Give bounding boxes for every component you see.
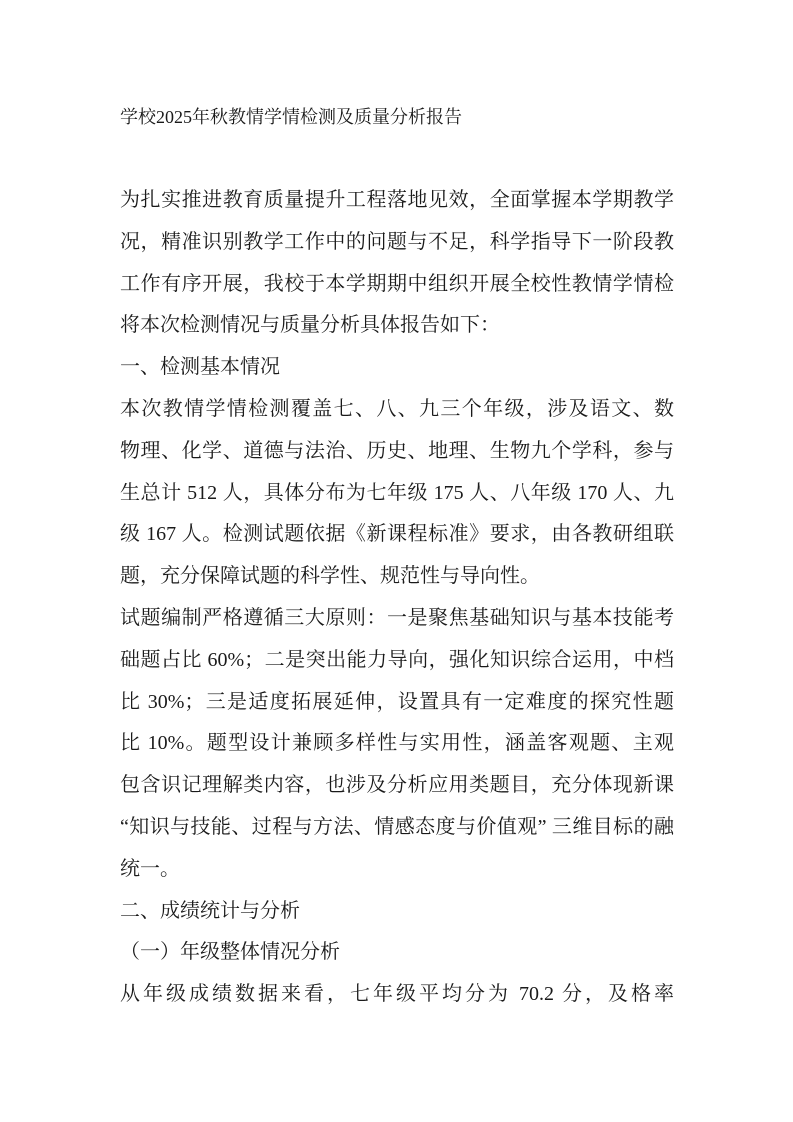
- text-line: 为扎实推进教育质量提升工程落地见效，全面掌握本学期教学: [120, 189, 674, 211]
- text-line: 统一。: [120, 857, 180, 880]
- document-title: 学校2025年秋教情学情检测及质量分析报告: [120, 107, 462, 127]
- document-body: [120, 180, 674, 1016]
- text-line: 级 167 人。检测试题依据《新课程标准》要求，由各教研组联: [120, 523, 674, 546]
- text-line: 试题编制严格遵循三大原则：一是聚焦基础知识与基本技能考: [120, 606, 674, 629]
- text-line: 将本次检测情况与质量分析具体报告如下：: [120, 314, 500, 337]
- text-line: 本次教情学情检测覆盖七、八、九三个年级，涉及语文、数: [120, 397, 674, 420]
- text-line: “知识与技能、过程与方法、情感态度与价值观” 三维目标的融: [120, 815, 674, 838]
- text-line: 工作有序开展，我校于本学期期中组织开展全校性教情学情检: [120, 272, 674, 295]
- text-line: 二、成绩统计与分析: [120, 899, 300, 922]
- text-line: 包含识记理解类内容，也涉及分析应用类题目，充分体现新课: [120, 774, 674, 797]
- text-line: 生总计 512 人，具体分布为七年级 175 人、八年级 170 人、九: [120, 481, 674, 504]
- text-line: 一、检测基本情况: [120, 356, 280, 379]
- text-line: 从年级成绩数据来看，七年级平均分为 70.2 分，及格率: [120, 983, 674, 1006]
- text-line: 比 10%。题型设计兼顾多样性与实用性，涵盖客观题、主观: [120, 732, 674, 755]
- text-line: 题，充分保障试题的科学性、规范性与导向性。: [120, 565, 540, 588]
- text-line: 物理、化学、道德与法治、历史、地理、生物九个学科，参与: [120, 439, 674, 462]
- text-line: 况，精准识别教学工作中的问题与不足，科学指导下一阶段教: [120, 230, 674, 253]
- text-line: 础题占比 60%；二是突出能力导向，强化知识综合运用，中档: [120, 648, 674, 671]
- text-line: 比 30%；三是适度拓展延伸，设置具有一定难度的探究性题: [120, 690, 674, 713]
- text-line: （一）年级整体情况分析: [120, 941, 340, 964]
